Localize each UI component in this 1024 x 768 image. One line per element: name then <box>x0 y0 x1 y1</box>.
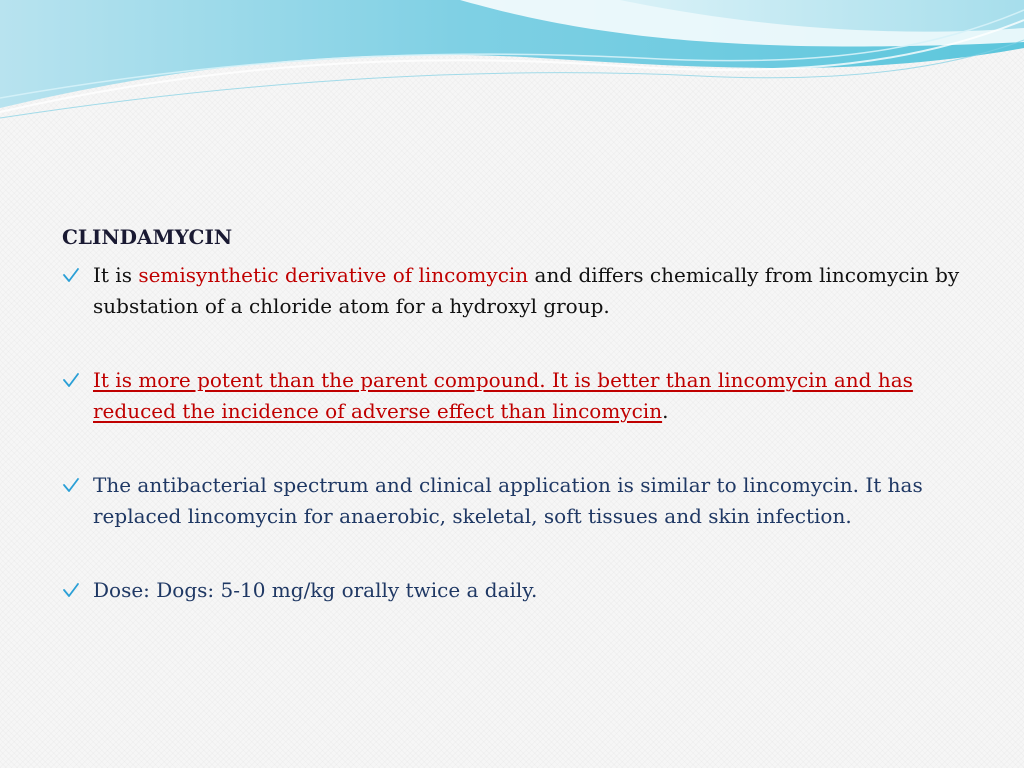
checkmark-icon <box>62 476 80 494</box>
checkmark-icon <box>62 371 80 389</box>
slide-title: CLINDAMYCIN <box>62 225 233 249</box>
bullet-text-post: . <box>662 399 669 423</box>
bullet-text-highlight: It is more potent than the parent compound. It is better than lincomycin and has reduced the incidence of adverse effect than lincomycin <box>93 368 913 423</box>
bullet-text: The antibacterial spectrum and clinical application is similar to lincomycin. It has replaced lincomycin for anaerobic, skeletal, soft tissues and skin infection. <box>93 473 923 528</box>
checkmark-icon <box>62 266 80 284</box>
bullet-text-pre: It is <box>93 263 139 287</box>
bullet-text: Dose: Dogs: 5-10 mg/kg orally twice a daily. <box>93 578 538 602</box>
slide-content <box>62 222 962 606</box>
bullet-spectrum <box>62 470 962 532</box>
checkmark-icon <box>62 581 80 599</box>
bullet-dose <box>62 575 962 606</box>
bullet-potency <box>62 365 962 427</box>
bullet-derivative <box>62 260 962 322</box>
header-wave-banner <box>0 0 1024 130</box>
bullet-text-highlight: semisynthetic derivative of lincomycin <box>138 263 529 287</box>
bullet-text-post: and differs chemically from lincomycin by substation of a chloride atom for a hydroxyl group. <box>93 263 960 318</box>
